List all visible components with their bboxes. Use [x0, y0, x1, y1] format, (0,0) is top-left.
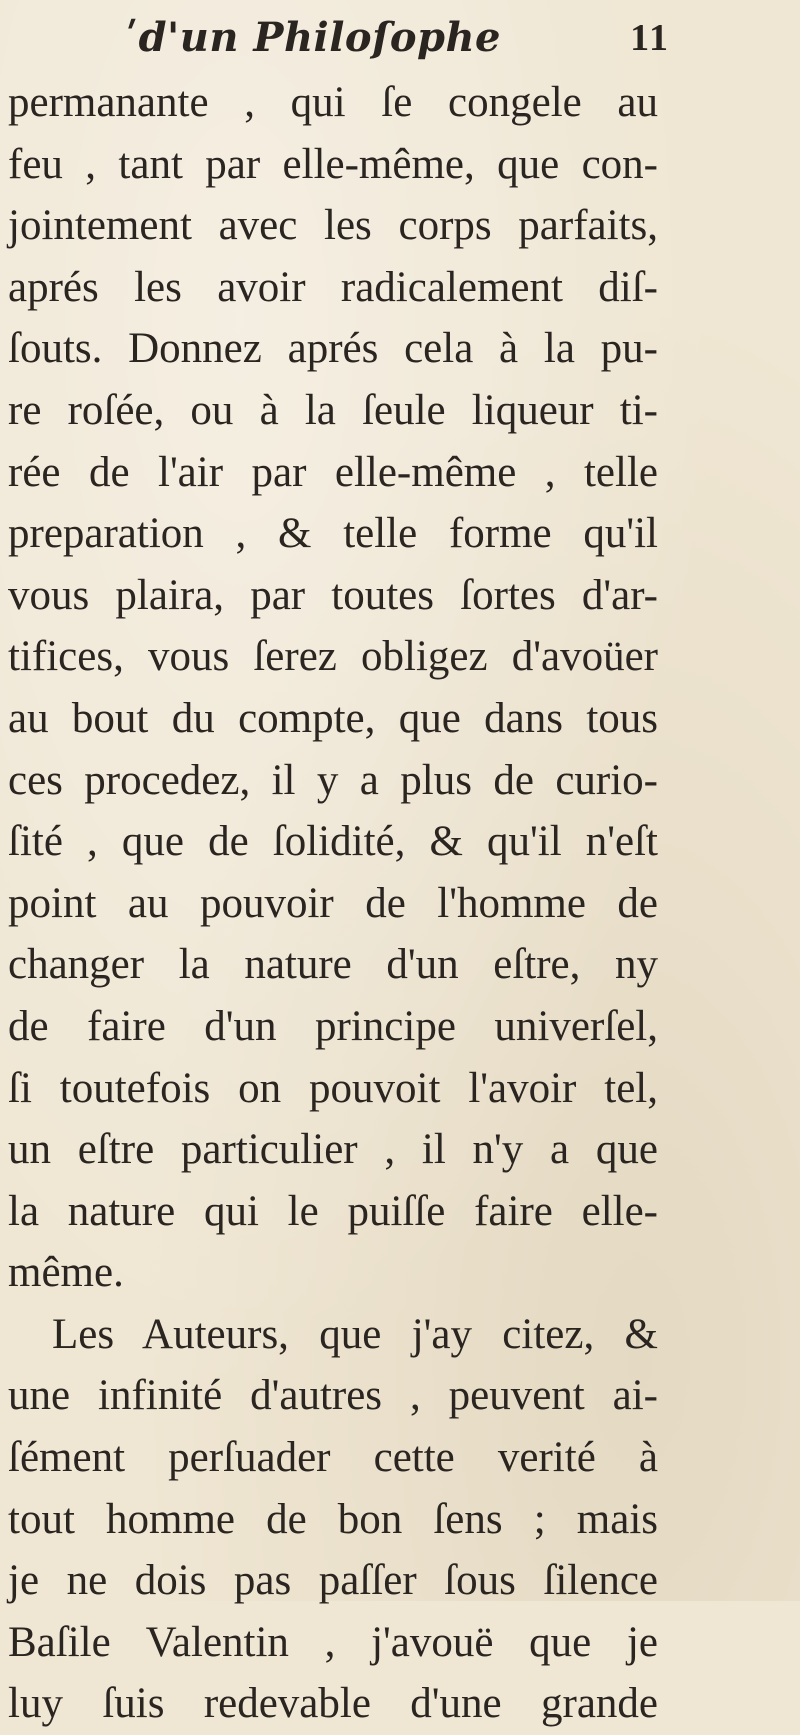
- text-line: ſément perſuader cette verité à: [8, 1434, 658, 1482]
- text-line: ſi toutefois on pouvoit l'avoir tel,: [8, 1064, 658, 1112]
- text-line: Baſile Valentin , j'avouë que je: [8, 1618, 658, 1666]
- text-line: jointement avec les corps parfaits,: [8, 202, 658, 250]
- text-line: tout homme de bon ſens ; mais: [8, 1495, 658, 1543]
- text-line: de faire d'un principe univerſel,: [8, 1002, 658, 1050]
- text-line: ſité , que de ſolidité, & qu'il n'eſt: [8, 818, 658, 866]
- text-line: feu , tant par elle-même, que con-: [8, 140, 658, 188]
- text-line: preparation , & telle forme qu'il: [8, 510, 658, 558]
- text-line: permanante , qui ſe congele au: [8, 79, 658, 126]
- page-header: [0, 14, 800, 74]
- text-line: la nature qui le puiſſe faire elle-: [8, 1187, 658, 1235]
- text-line: au bout du compte, que dans tous: [8, 694, 658, 742]
- text-line: luy ſuis redevable d'une grande: [8, 1680, 658, 1728]
- text-line: re roſée, ou à la ſeule liqueur ti-: [8, 386, 658, 434]
- text-line: même.: [8, 1249, 124, 1297]
- text-line: rée de l'air par elle-même , telle: [8, 448, 658, 496]
- text-line: aprés les avoir radicalement diſ-: [8, 263, 658, 311]
- text-line: point au pouvoir de l'homme de: [8, 879, 658, 927]
- text-line: je ne dois pas paſſer ſous ſilence: [8, 1557, 658, 1605]
- running-title: ʹd'un Philoſophe: [126, 14, 501, 61]
- text-line: ces procedez, il y a plus de curio-: [8, 756, 658, 804]
- text-line: une infinité d'autres , peuvent ai-: [8, 1372, 658, 1420]
- text-line: vous plaira, par toutes ſortes d'ar-: [8, 571, 658, 619]
- text-line: tifices, vous ſerez obligez d'avoüer: [8, 633, 658, 681]
- text-line: un eſtre particulier , il n'y a que: [8, 1126, 658, 1174]
- page-number: 11: [630, 17, 670, 59]
- text-line: changer la nature d'un eſtre, ny: [8, 941, 658, 989]
- body-text: [8, 72, 658, 1735]
- text-line: ſouts. Donnez aprés cela à la pu-: [8, 325, 658, 373]
- text-line: Les Auteurs, que j'ay citez, &: [52, 1310, 658, 1358]
